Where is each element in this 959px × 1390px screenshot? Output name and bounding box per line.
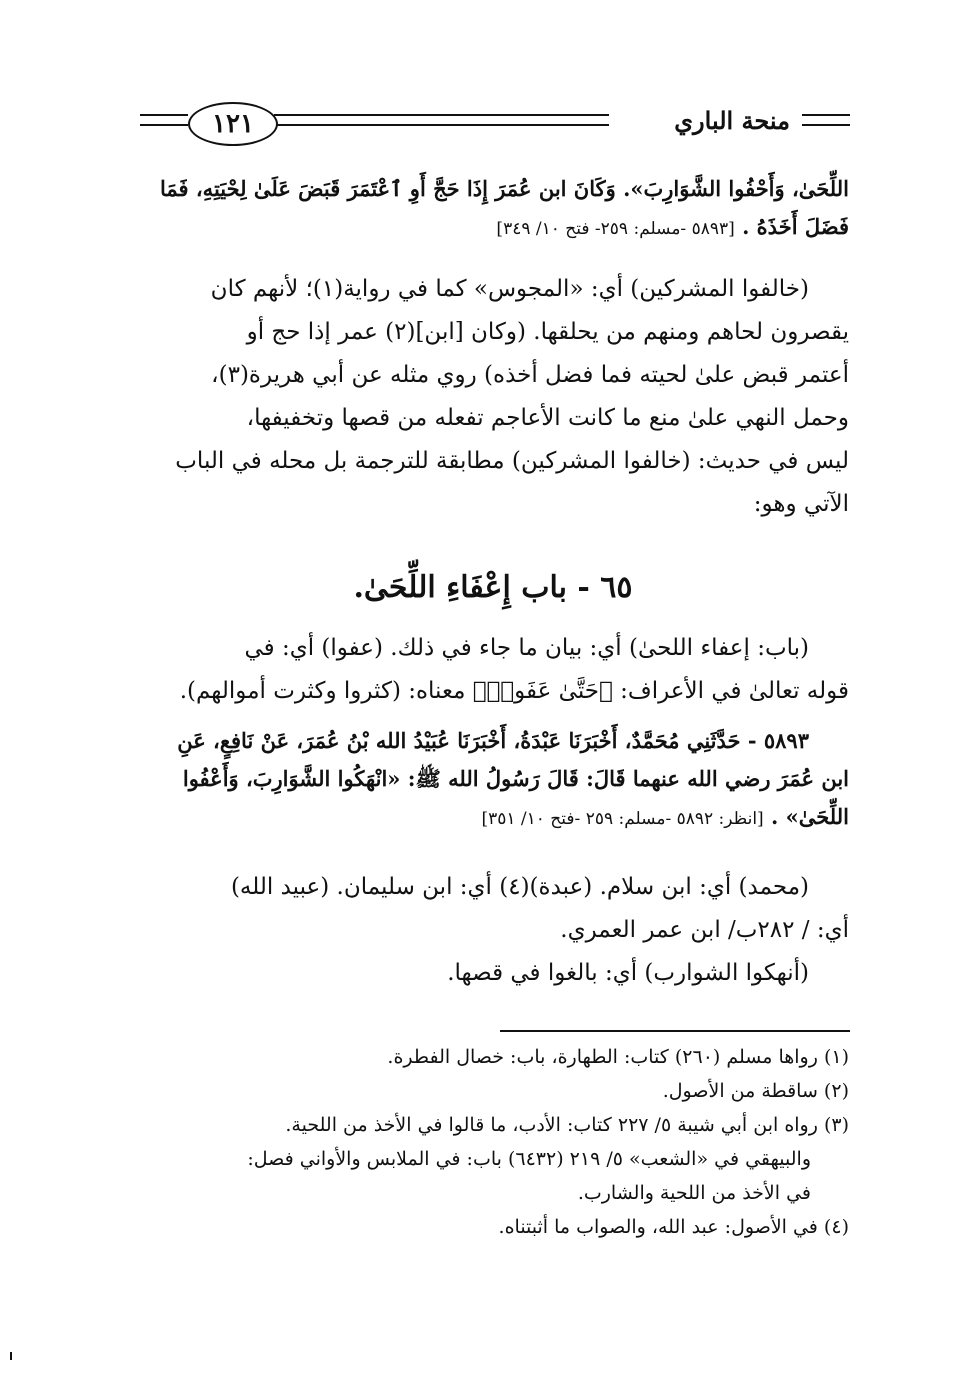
commentary-line: أعتمر قبض علىٰ لحيته فما فضل أخذه) روي مثله عن أبي هريرة(٣)،: [211, 362, 849, 388]
commentary-line: أي: / ٢٨٢ب/ ابن عمر العمري.: [560, 917, 849, 943]
hadith-text: فَضَلَ أَخَذَهُ .: [742, 214, 849, 239]
header-rule-right-top: [802, 114, 850, 116]
footnote-item: (١) رواها مسلم (٢٦٠) كتاب: الطهارة، باب: خصال الفطرة.: [387, 1046, 849, 1068]
footnote-item: (٣) رواه ابن أبي شيبة ٥/ ٢٢٧ كتاب: الأدب، ما قالوا في الأخذ من اللحية.: [285, 1114, 849, 1136]
hadith-continuation: [137, 170, 849, 248]
header-rule-middle-bottom: [274, 124, 609, 126]
hadith-reference: [٥٨٩٣ -مسلم: ٢٥٩- فتح ١٠/ ٣٤٩]: [496, 219, 735, 239]
hadith-line: ابن عُمَرَ رضي الله عنهما قَالَ: قَالَ رَسُولُ الله ﷺ: «انْهَكُوا الشَّوَارِبَ، وَأَعْفُوا: [182, 766, 849, 791]
hadith-main: [137, 722, 849, 838]
header-rule-middle-top: [274, 114, 609, 116]
footnote-continuation: في الأخذ من اللحية والشارب.: [577, 1182, 811, 1204]
commentary-line: (خالفوا المشركين) أي: «المجوس» كما في رواية(١)؛ لأنهم كان: [210, 276, 809, 302]
footnotes: [137, 1040, 849, 1244]
hadith-line: اللِّحَىٰ، وَأَحْفُوا الشَّوَارِبَ». وَكَانَ ابن عُمَرَ إِذَا حَجَّ أَوِ ٱعْتَمَرَ قَبَضَ عَلَىٰ لِحْيَتِهِ، فَمَا: [160, 176, 849, 201]
page-number: ١٢١: [188, 102, 278, 146]
hadith-line: [137, 798, 849, 838]
chapter-heading: ٦٥ - باب إِعْفَاءِ اللِّحَىٰ.: [353, 570, 633, 605]
header-rule-left-top: [140, 114, 188, 116]
commentary-line: (أنهكوا الشوارب) أي: بالغوا في قصها.: [447, 960, 809, 986]
commentary-line: وحمل النهي علىٰ منع ما كانت الأعاجم تفعله من قصها وتخفيفها،: [246, 405, 849, 431]
footnote-item: (٤) في الأصول: عبد الله، والصواب ما أثبتناه.: [498, 1216, 849, 1238]
page-header: [140, 100, 850, 150]
commentary-line: (باب: إعفاء اللحىٰ) أي: بيان ما جاء في ذلك. (عفوا) أي: في: [244, 635, 809, 661]
header-rule-right-bottom: [802, 124, 850, 126]
hadith-text: اللِّحَىٰ» .: [771, 804, 849, 829]
commentary-line: يقصرون لحاهم ومنهم من يحلقها. (وكان [ابن](٢) عمر إذا حج أو: [246, 319, 849, 345]
commentary-line: قوله تعالىٰ في الأعراف: ﴿حَتَّىٰ عَفَوا۟﴾ معناه: (كثروا وكثرت أموالهم).: [179, 678, 849, 704]
header-rule-left-bottom: [140, 124, 188, 126]
book-title: منحة الباري: [674, 106, 790, 135]
hadith-line: [137, 208, 849, 248]
footnote-continuation: والبيهقي في «الشعب» ٥/ ٢١٩ (٦٤٣٢) باب: في الملابس والأواني فصل:: [247, 1148, 811, 1170]
commentary-line: (محمد) أي: ابن سلام. (عبدة)(٤) أي: ابن سليمان. (عبيد الله): [230, 874, 809, 900]
commentary-line: الآتي وهو:: [753, 491, 849, 517]
commentary-section-3: [137, 866, 849, 995]
commentary-section-2: [137, 627, 849, 713]
commentary-section-1: [137, 268, 849, 526]
hadith-reference: [انظر: ٥٨٩٢ -مسلم: ٢٥٩ -فتح ١٠/ ٣٥١]: [481, 809, 764, 829]
hadith-line: ٥٨٩٣ - حَدَّثَنِي مُحَمَّدٌ، أَخْبَرَنَا عَبْدَةُ، أَخْبَرَنَا عُبَيْدُ الله بْنُ عُمَرَ، عَنْ نَافِعٍ، عَنِ: [177, 728, 809, 753]
footnote-item: (٢) ساقطة من الأصول.: [662, 1080, 849, 1102]
scan-mark: [10, 1352, 12, 1360]
footnote-divider: [500, 1030, 850, 1032]
commentary-line: ليس في حديث: (خالفوا المشركين) مطابقة للترجمة بل محله في الباب: [175, 448, 849, 474]
